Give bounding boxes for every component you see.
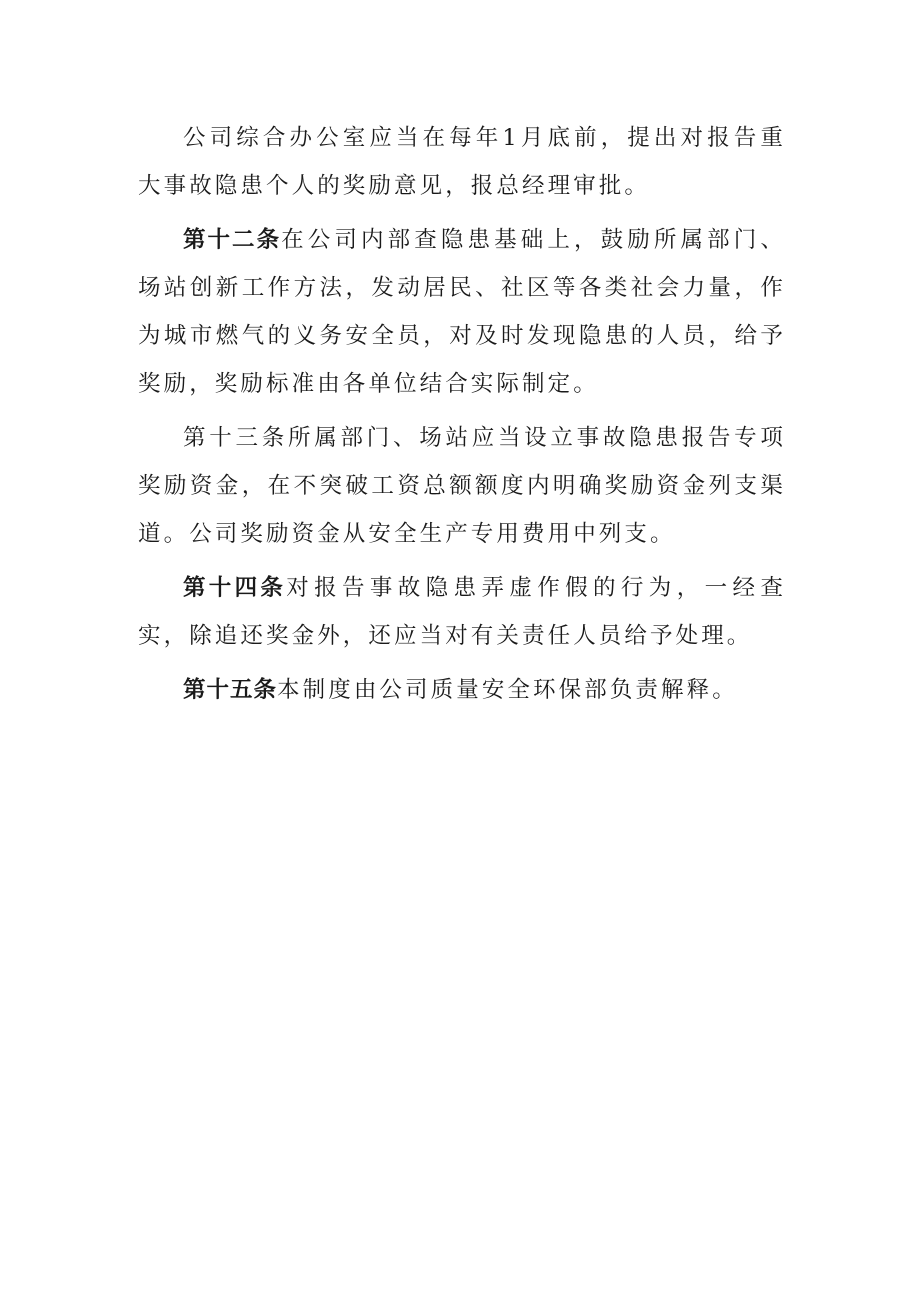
article-text: 本制度由公司质量安全环保部负责解释。 — [277, 677, 738, 703]
article-15 — [138, 666, 786, 714]
article-text: 对报告事故隐患弄虚作假的行为，一经查实，除追还奖金外，还应当对有关责任人员给予处理。 — [138, 575, 786, 649]
paragraph-text: 公司综合办公室应当在每年1月底前，提出对报告重大事故隐患个人的奖励意见，报总经理审批。 — [138, 125, 786, 199]
article-title: 第十二条 — [183, 227, 282, 253]
article-13 — [138, 414, 786, 558]
article-text: 在公司内部查隐患基础上，鼓励所属部门、场站创新工作方法，发动居民、社区等各类社会力量，作为城市燃气的义务安全员，对及时发现隐患的人员，给予奖励，奖励标准由各单位结合实际制定。 — [138, 227, 786, 397]
article-text: 第十三条所属部门、场站应当设立事故隐患报告专项奖励资金，在不突破工资总额额度内明确奖励资金列支渠道。公司奖励资金从安全生产专用费用中列支。 — [138, 425, 786, 547]
article-title: 第十四条 — [183, 575, 287, 601]
article-12 — [138, 216, 786, 408]
document-page — [138, 114, 786, 714]
paragraph-award-opinion — [138, 114, 786, 210]
article-14 — [138, 564, 786, 660]
article-title: 第十五条 — [183, 677, 278, 703]
